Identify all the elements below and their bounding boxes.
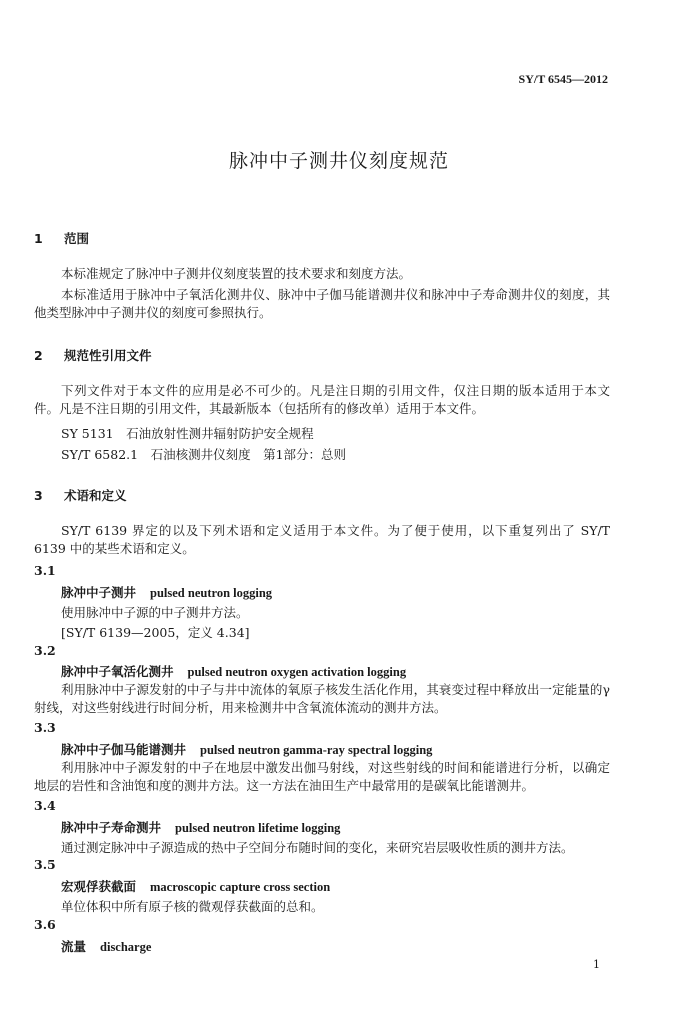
term-heading bbox=[61, 662, 406, 680]
document-title: 脉冲中子测井仪刻度规范 bbox=[228, 150, 449, 172]
term-heading bbox=[61, 937, 151, 955]
term-definition: 使用脉冲中子源的中子测井方法。 bbox=[61, 605, 249, 620]
term-chinese: 流量 bbox=[61, 939, 87, 954]
term-number: 3.3 bbox=[34, 720, 56, 735]
term-definition: 通过测定脉冲中子源造成的热中子空间分布随时间的变化，来研究岩层吸收性质的测井方法。 bbox=[61, 840, 574, 855]
section-number: 1 bbox=[34, 231, 43, 246]
section-3-paragraph-1: SY/T 6139 界定的以及下列术语和定义适用于本文件。为了便于使用，以下重复列出了 SY/T 6139 中的某些术语和定义。 bbox=[34, 523, 610, 556]
term-heading bbox=[61, 740, 432, 758]
section-title: 规范性引用文件 bbox=[64, 348, 152, 363]
term-english: pulsed neutron lifetime logging bbox=[175, 821, 341, 835]
term-number: 3.6 bbox=[34, 917, 56, 932]
reference-item: SY/T 6582.1 石油核测井仪刻度 第1部分：总则 bbox=[61, 447, 347, 462]
section-title: 术语和定义 bbox=[64, 488, 127, 503]
section-number: 3 bbox=[34, 488, 43, 503]
term-heading bbox=[61, 583, 272, 601]
term-english: pulsed neutron gamma-ray spectral logging bbox=[200, 743, 433, 757]
section-2-heading bbox=[34, 346, 152, 364]
term-number: 3.5 bbox=[34, 857, 56, 872]
section-title: 范围 bbox=[64, 231, 90, 246]
term-english: macroscopic capture cross section bbox=[150, 880, 331, 894]
section-1-paragraph-1: 本标准规定了脉冲中子测井仪刻度装置的技术要求和刻度方法。 bbox=[61, 266, 412, 281]
section-number: 2 bbox=[34, 348, 43, 363]
term-definition: 利用脉冲中子源发射的中子与井中流体的氧原子核发生活化作用，其衰变过程中释放出一定能量的γ射线，对这些射线进行时间分析，用来检测井中含氧流体流动的测井方法。 bbox=[34, 682, 610, 715]
term-definition: 单位体积中所有原子核的微观俘获截面的总和。 bbox=[61, 899, 324, 914]
term-english: pulsed neutron logging bbox=[150, 586, 273, 600]
term-chinese: 脉冲中子测井 bbox=[61, 585, 137, 600]
term-number: 3.1 bbox=[34, 563, 56, 578]
term-chinese: 脉冲中子伽马能谱测井 bbox=[61, 742, 187, 757]
term-definition: 利用脉冲中子源发射的中子在地层中激发出伽马射线，对这些射线的时间和能谱进行分析，以确定地层的岩性和含油饱和度的测井方法。这一方法在油田生产中最常用的是碳氧比能谱测井。 bbox=[34, 760, 610, 793]
term-english: discharge bbox=[100, 940, 152, 954]
term-chinese: 脉冲中子寿命测井 bbox=[61, 820, 162, 835]
term-number: 3.2 bbox=[34, 643, 56, 658]
standard-code: SY/T 6545—2012 bbox=[518, 72, 608, 86]
reference-item: SY 5131 石油放射性测井辐射防护安全规程 bbox=[61, 426, 314, 441]
term-number: 3.4 bbox=[34, 798, 56, 813]
term-chinese: 宏观俘获截面 bbox=[61, 879, 137, 894]
section-1-heading bbox=[34, 229, 89, 247]
term-heading bbox=[61, 877, 330, 895]
section-2-paragraph-1: 下列文件对于本文件的应用是必不可少的。凡是注日期的引用文件，仅注日期的版本适用于本文件。凡是不注日期的引用文件，其最新版本（包括所有的修改单）适用于本文件。 bbox=[34, 383, 610, 416]
term-chinese: 脉冲中子氧活化测井 bbox=[61, 664, 174, 679]
term-english: pulsed neutron oxygen activation logging bbox=[187, 665, 407, 679]
section-3-heading bbox=[34, 486, 127, 504]
section-1-paragraph-2: 本标准适用于脉冲中子氧活化测井仪、脉冲中子伽马能谱测井仪和脉冲中子寿命测井仪的刻度，其他类型脉冲中子测井仪的刻度可参照执行。 bbox=[34, 287, 610, 320]
term-source: [SY/T 6139—2005，定义 4.34] bbox=[61, 625, 250, 640]
page-number: 1 bbox=[593, 958, 600, 971]
term-heading bbox=[61, 818, 340, 836]
